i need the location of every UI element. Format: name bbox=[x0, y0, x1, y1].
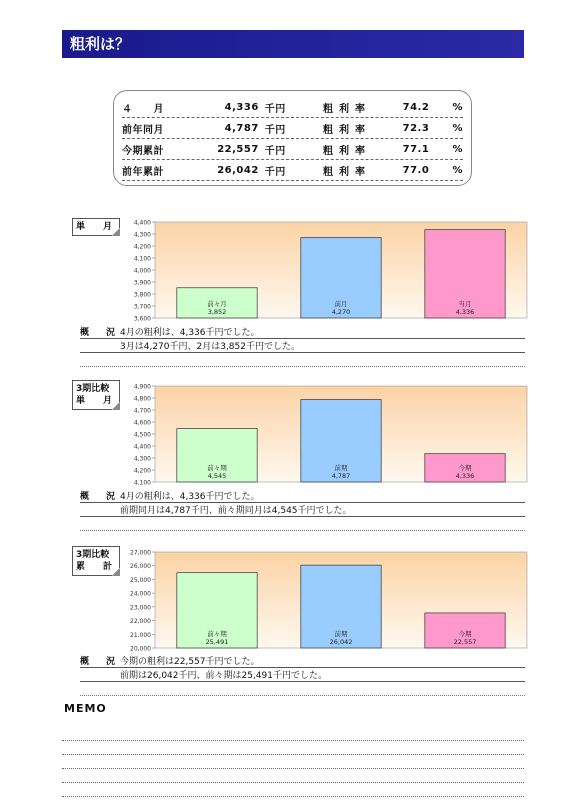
y-tick-label: 21,000 bbox=[130, 631, 151, 639]
y-tick-label: 4,100 bbox=[133, 255, 151, 263]
y-tick-label: 23,000 bbox=[130, 604, 151, 612]
summary-rate-label: 粗利率 bbox=[323, 145, 372, 157]
y-tick-label: 3,700 bbox=[133, 303, 151, 311]
bar-category-label: 前々月 bbox=[207, 300, 227, 308]
summary-rate-label: 粗利率 bbox=[323, 103, 372, 115]
comment-text: 今期の粗利は22,557千円でした。 bbox=[120, 657, 260, 667]
y-tick-label: 3,900 bbox=[133, 279, 151, 287]
y-tick-label: 4,400 bbox=[133, 219, 151, 227]
comment-line bbox=[80, 353, 525, 367]
y-tick-label: 3,600 bbox=[133, 315, 151, 323]
y-tick-label: 4,300 bbox=[133, 231, 151, 239]
summary-rate: 77.1 bbox=[402, 143, 430, 155]
y-tick-label: 26,000 bbox=[130, 563, 151, 571]
summary-pct: % bbox=[452, 164, 464, 176]
summary-pct: % bbox=[452, 101, 464, 113]
comment-line bbox=[80, 668, 525, 682]
y-tick-label: 4,600 bbox=[133, 419, 151, 427]
summary-unit: 千円 bbox=[264, 103, 286, 115]
chart-block-monthly bbox=[60, 212, 530, 372]
y-tick-label: 4,300 bbox=[133, 455, 151, 463]
bar-category-label: 今期 bbox=[458, 464, 472, 472]
summary-rate-label: 粗利率 bbox=[323, 124, 372, 136]
comment-text: 3月は4,270千円、2月は3,852千円でした。 bbox=[120, 342, 300, 352]
comment-area bbox=[80, 325, 525, 367]
comment-area bbox=[80, 489, 525, 531]
page-title: 粗利は？ bbox=[62, 30, 524, 58]
summary-row bbox=[122, 118, 463, 139]
chart-tag: 単 月 bbox=[72, 218, 120, 236]
summary-label: ４ 月 bbox=[122, 103, 164, 115]
y-tick-label: 4,000 bbox=[133, 267, 151, 275]
bar-chart bbox=[60, 542, 530, 654]
comment-line bbox=[80, 682, 525, 696]
summary-unit: 千円 bbox=[264, 166, 286, 178]
chart-block-3period-monthly bbox=[60, 376, 530, 536]
summary-row bbox=[122, 97, 463, 118]
comment-line bbox=[80, 517, 525, 531]
summary-rate-label: 粗利率 bbox=[323, 166, 372, 178]
memo-lines[interactable] bbox=[62, 727, 524, 797]
memo-line[interactable] bbox=[62, 783, 524, 797]
y-tick-label: 22,000 bbox=[130, 618, 151, 626]
y-tick-label: 20,000 bbox=[130, 645, 151, 653]
bar-category-label: 前々期 bbox=[207, 464, 227, 472]
bar-value-label: 22,557 bbox=[453, 638, 477, 646]
bar-value-label: 26,042 bbox=[329, 638, 353, 646]
bar-category-label: 今期 bbox=[458, 630, 472, 638]
y-tick-label: 4,400 bbox=[133, 443, 151, 451]
chart-block-3period-cumulative bbox=[60, 542, 530, 702]
summary-label: 前年累計 bbox=[122, 166, 164, 178]
memo-line[interactable] bbox=[62, 741, 524, 755]
bar-value-label: 4,787 bbox=[331, 472, 351, 480]
comment-line bbox=[80, 503, 525, 517]
chart-tag: 3期比較 累 計 bbox=[72, 546, 120, 576]
comment-line bbox=[80, 339, 525, 353]
comment-line bbox=[80, 325, 525, 339]
comment-text: 4月の粗利は、4,336千円でした。 bbox=[120, 328, 260, 338]
summary-pct: % bbox=[452, 122, 464, 134]
bar-category-label: 前期 bbox=[334, 464, 348, 472]
summary-value: 4,787 bbox=[224, 122, 259, 134]
bar-value-label: 3,852 bbox=[207, 308, 227, 316]
y-tick-label: 4,900 bbox=[133, 383, 151, 391]
memo-label: MEMO bbox=[64, 702, 107, 715]
y-tick-label: 4,800 bbox=[133, 395, 151, 403]
summary-value: 26,042 bbox=[217, 164, 259, 176]
summary-unit: 千円 bbox=[264, 124, 286, 136]
memo-line[interactable] bbox=[62, 755, 524, 769]
y-tick-label: 4,200 bbox=[133, 467, 151, 475]
bar-value-label: 4,545 bbox=[207, 472, 227, 480]
bar-value-label: 4,336 bbox=[455, 308, 475, 316]
comment-text: 前期同月は4,787千円、前々期同月は4,545千円でした。 bbox=[120, 506, 352, 516]
memo-line[interactable] bbox=[62, 769, 524, 783]
summary-pct: % bbox=[452, 143, 464, 155]
summary-label: 今期累計 bbox=[122, 145, 164, 157]
y-tick-label: 4,500 bbox=[133, 431, 151, 439]
bar-category-label: 前月 bbox=[334, 300, 348, 308]
comment-text: 4月の粗利は、4,336千円でした。 bbox=[120, 492, 260, 502]
y-tick-label: 27,000 bbox=[130, 549, 151, 557]
bar-category-label: 前々期 bbox=[207, 630, 227, 638]
comment-key: 概 況 bbox=[80, 492, 120, 502]
bar-value-label: 4,336 bbox=[455, 472, 475, 480]
bar-category-label: 前期 bbox=[334, 630, 348, 638]
y-tick-label: 4,700 bbox=[133, 407, 151, 415]
summary-label: 前年同月 bbox=[122, 124, 164, 136]
summary-value: 22,557 bbox=[217, 143, 259, 155]
chart-tag: 3期比較 単 月 bbox=[72, 380, 120, 410]
comment-line bbox=[80, 654, 525, 668]
summary-row bbox=[122, 139, 463, 160]
bar-value-label: 4,270 bbox=[331, 308, 351, 316]
y-tick-label: 25,000 bbox=[130, 576, 151, 584]
summary-table bbox=[113, 90, 472, 186]
bar-chart bbox=[60, 376, 530, 488]
bar-chart bbox=[60, 212, 530, 324]
memo-line[interactable] bbox=[62, 727, 524, 741]
summary-value: 4,336 bbox=[224, 101, 259, 113]
comment-area bbox=[80, 654, 525, 696]
summary-unit: 千円 bbox=[264, 145, 286, 157]
y-tick-label: 3,800 bbox=[133, 291, 151, 299]
comment-key: 概 況 bbox=[80, 657, 120, 667]
summary-rate: 72.3 bbox=[402, 122, 430, 134]
summary-rate: 77.0 bbox=[402, 164, 430, 176]
y-tick-label: 24,000 bbox=[130, 590, 151, 598]
bar-value-label: 25,491 bbox=[205, 638, 229, 646]
comment-text: 前期は26,042千円、前々期は25,491千円でした。 bbox=[120, 671, 327, 681]
comment-line bbox=[80, 489, 525, 503]
y-tick-label: 4,100 bbox=[133, 479, 151, 487]
y-tick-label: 4,200 bbox=[133, 243, 151, 251]
comment-key: 概 況 bbox=[80, 328, 120, 338]
bar-category-label: 当月 bbox=[458, 300, 472, 308]
summary-row bbox=[122, 160, 463, 181]
summary-rate: 74.2 bbox=[402, 101, 430, 113]
